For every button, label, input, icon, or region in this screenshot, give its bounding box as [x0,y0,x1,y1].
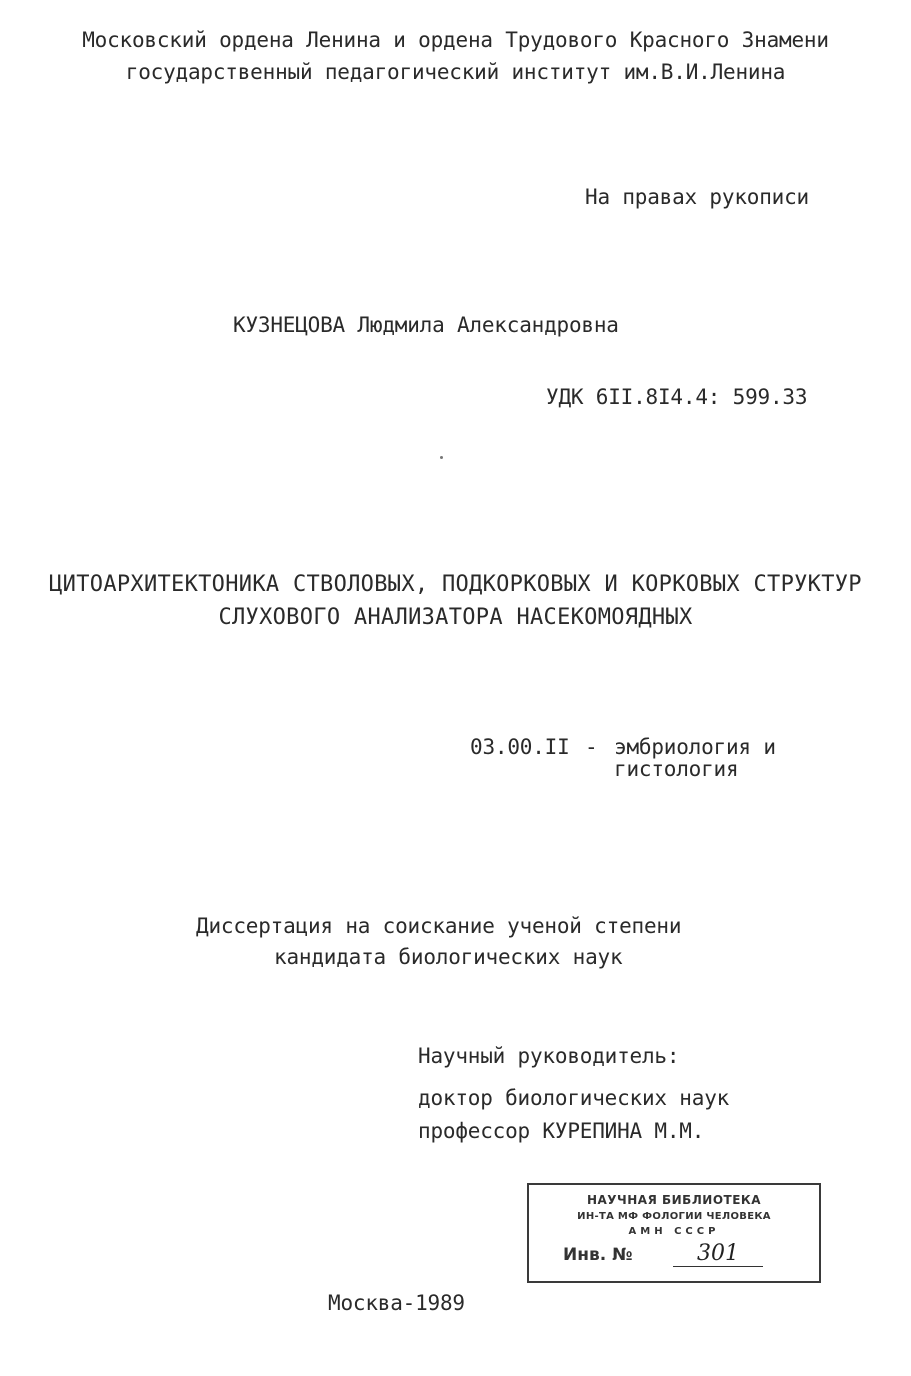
specialty-dash: - [585,735,598,759]
author-name: КУЗНЕЦОВА Людмила Александровна [233,313,619,337]
institution-line-2: государственный педагогический институт им.В.И.Ленина [125,60,786,84]
stamp-academy-name: АМН СССР [628,1226,720,1237]
paper-speck [440,456,443,459]
supervisor-degree: доктор биологических наук [418,1086,730,1110]
stamp-institute-name: ИН-ТА МФ ФОЛОГИИ ЧЕЛОВЕКА [577,1211,771,1222]
udc-code: УДК 6II.8I4.4: 599.33 [546,385,808,409]
supervisor-label: Научный руководитель: [418,1044,680,1068]
dissertation-title-line-1: ЦИТОАРХИТЕКТОНИКА СТВОЛОВЫХ, ПОДКОРКОВЫХ И КОРКОВЫХ СТРУКТУР [49,572,862,597]
dissertation-degree-line-1: Диссертация на соискание ученой степени [196,914,682,938]
specialty-code: 03.00.II [470,735,570,759]
manuscript-rights: На правах рукописи [585,185,809,209]
specialty-name-line-2: гистология [614,757,739,781]
dissertation-title-line-2: СЛУХОВОГО АНАЛИЗАТОРА НАСЕКОМОЯДНЫХ [218,605,693,630]
dissertation-degree-line-2: кандидата биологических наук [274,945,623,969]
library-stamp [527,1183,821,1283]
stamp-inventory-number: 301 [673,1241,763,1267]
institution-line-1: Московский ордена Ленина и ордена Трудового Красного Знамени [82,28,829,52]
place-and-year: Москва-1989 [328,1291,465,1315]
supervisor-name: профессор КУРЕПИНА М.М. [418,1119,705,1143]
stamp-inventory-label: Инв. № [563,1245,633,1265]
stamp-library-name: НАУЧНАЯ БИБЛИОТЕКА [586,1193,762,1207]
specialty-name-line-1: эмбриология и [614,735,776,759]
